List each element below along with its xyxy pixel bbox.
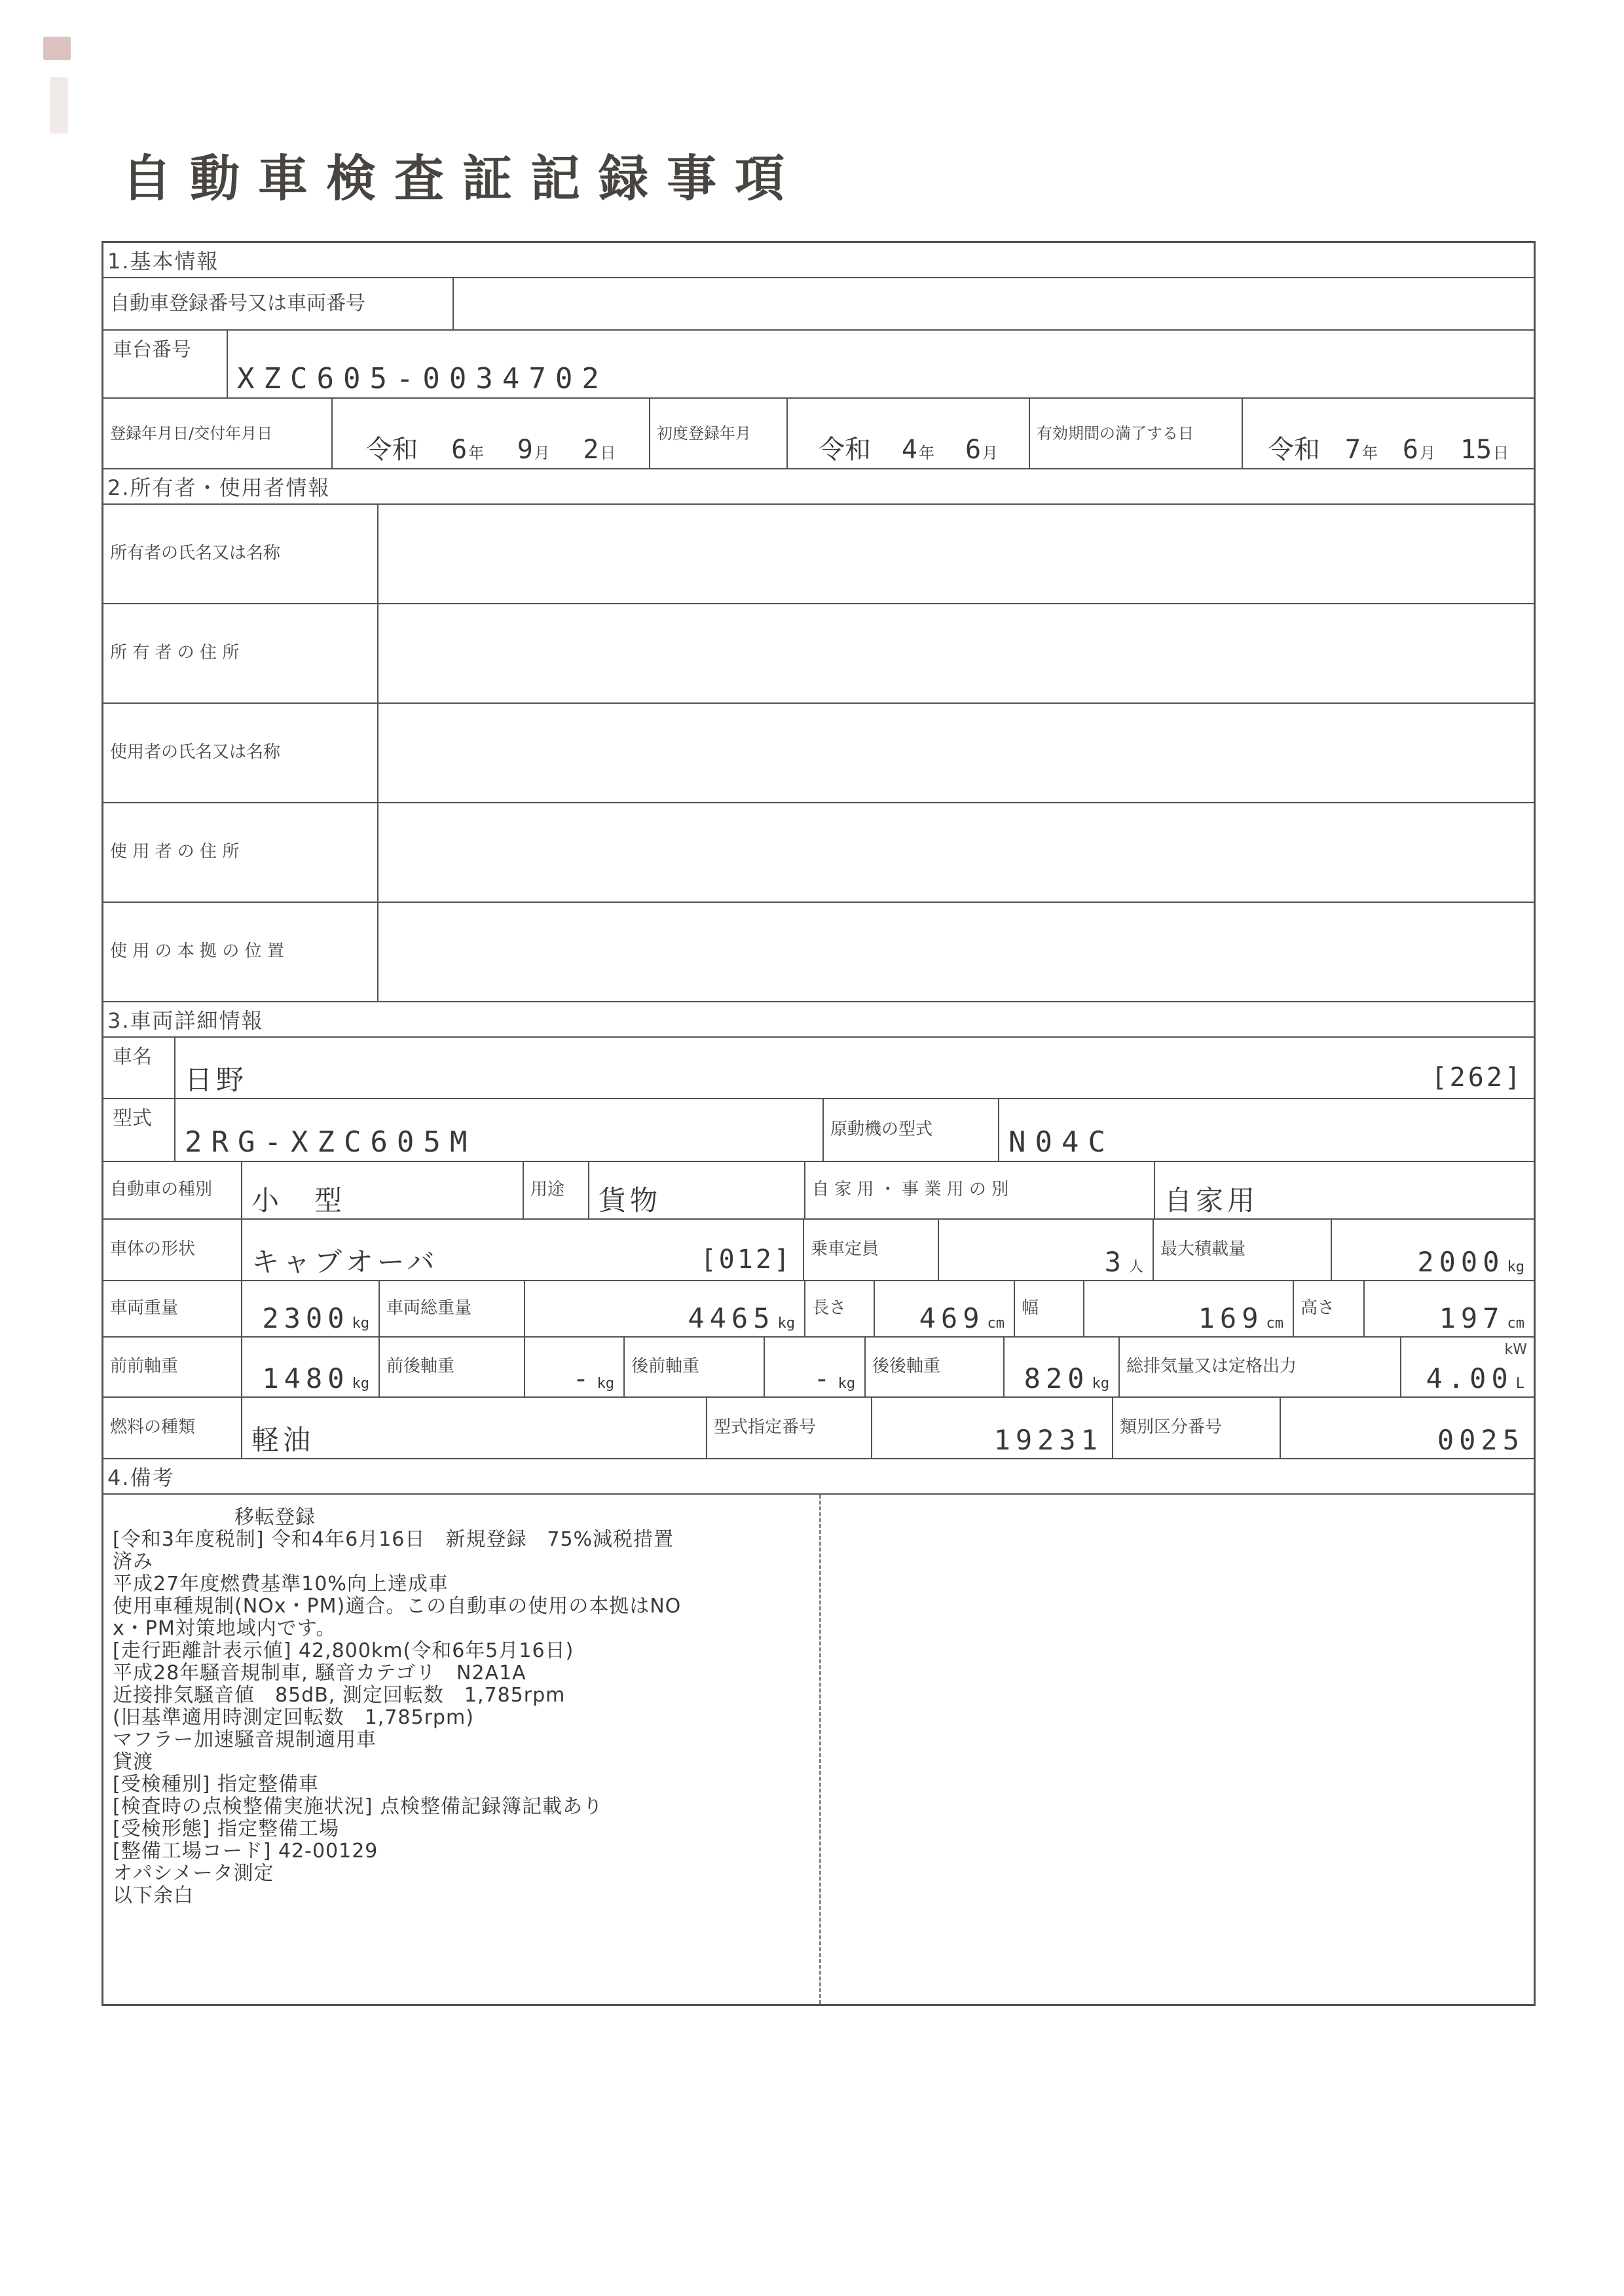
use-label: 用途: [530, 1180, 565, 1200]
remark-line: マフラー加速騒音規制適用車: [113, 1728, 377, 1751]
section-4-heading: 4.備考: [103, 1458, 1534, 1493]
owner-name-label: 所有者の氏名又は名称: [110, 543, 281, 564]
private-business-label: 自 家 用 ・ 事 業 用 の 別: [812, 1180, 1009, 1200]
height-value-cell: [1365, 1281, 1534, 1336]
body-shape-row: [103, 1218, 1534, 1280]
chassis-number-label: 車台番号: [113, 338, 191, 361]
max-load-label-cell: [1154, 1220, 1332, 1280]
engine-model-value-cell: [999, 1099, 1534, 1161]
use-label-cell: [524, 1162, 589, 1218]
fuel-value-cell: [242, 1398, 707, 1458]
axle-rf-value: - kg: [813, 1362, 855, 1394]
height-label: 高さ: [1301, 1298, 1335, 1319]
user-address-label-cell: [103, 803, 378, 902]
capacity-value: 3 人: [1104, 1246, 1143, 1278]
expiry-date-label: 有効期間の満了する日: [1037, 424, 1194, 443]
expiry-date-value-cell: [1243, 399, 1534, 468]
model-row: [103, 1098, 1534, 1161]
chassis-number-value: XZC605-0034702: [237, 362, 608, 395]
registration-date-value: [333, 437, 649, 463]
era: 令和: [818, 435, 871, 465]
remark-line: [受検種別] 指定整備車: [113, 1773, 319, 1796]
axle-ff-value: 1480 kg: [262, 1362, 369, 1394]
class-number-value-cell: [1281, 1398, 1534, 1458]
fuel-label-cell: [103, 1398, 242, 1458]
base-location-label: 使 用 の 本 拠 の 位 置: [110, 941, 284, 962]
type-approval-value: 19231: [993, 1424, 1103, 1456]
model-label: 型式: [113, 1107, 152, 1130]
height-value: 197 cm: [1439, 1302, 1524, 1334]
model-value: 2RG-XZC605M: [185, 1125, 477, 1159]
remark-line: 平成28年騒音規制車, 騒音カテゴリ N2A1A: [113, 1662, 526, 1685]
remark-line: [整備工場コード] 42-00129: [113, 1840, 378, 1863]
length-value: 469 cm: [919, 1302, 1005, 1334]
axle-rr-value-cell: [1005, 1338, 1120, 1396]
remarks-divider-dashed-line: [819, 1495, 821, 2004]
first-registration-value: [788, 437, 1029, 463]
car-name-value: 日野: [185, 1064, 248, 1096]
category-label-cell: [103, 1162, 242, 1218]
length-label-cell: [805, 1281, 875, 1336]
max-load-value: 2000 kg: [1417, 1246, 1524, 1278]
remark-line: [検査時の点検整備実施状況] 点検整備記録簿記載あり: [113, 1795, 603, 1818]
base-location-value-cell: [378, 903, 1534, 1001]
first-registration-label: 初度登録年月: [657, 424, 751, 443]
capacity-label-cell: [804, 1220, 939, 1280]
remark-line: 貸渡: [113, 1751, 153, 1774]
private-business-value-cell: [1155, 1162, 1534, 1218]
displacement-kw-unit: kW: [1504, 1341, 1527, 1358]
car-name-row: [103, 1036, 1534, 1098]
model-label-cell: [103, 1099, 175, 1161]
model-value-cell: [175, 1099, 824, 1161]
chassis-number-value-cell: [228, 331, 1534, 397]
gross-weight-value: 4465 kg: [688, 1302, 795, 1334]
first-registration-value-cell: [788, 399, 1030, 468]
axle-ff-label: 前前軸重: [110, 1357, 179, 1377]
displacement-value-cell: [1401, 1338, 1534, 1396]
year-group: 6年: [451, 435, 485, 465]
axle-rf-label: 後前軸重: [631, 1357, 700, 1377]
era: 令和: [365, 435, 418, 465]
inspection-record-table: [101, 241, 1536, 2006]
expiry-date-label-cell: [1030, 399, 1243, 468]
remark-line: 使用車種規制(NOx・PM)適合。この自動車の使用の本拠はNO: [113, 1595, 682, 1618]
type-approval-label-cell: [707, 1398, 872, 1458]
registration-date-label: 登録年月日/交付年月日: [110, 424, 273, 443]
engine-model-label: 原動機の型式: [830, 1120, 933, 1140]
fuel-value: 軽油: [251, 1424, 315, 1456]
era: 令和: [1267, 435, 1320, 465]
axle-rf-label-cell: [625, 1338, 765, 1396]
axle-rr-label-cell: [866, 1338, 1005, 1396]
remark-line: 移転登録: [113, 1506, 316, 1529]
owner-address-label-cell: [103, 604, 378, 702]
gross-weight-label: 車両総重量: [386, 1298, 472, 1319]
engine-model-label-cell: [824, 1099, 999, 1161]
remark-line: 近接排気騒音値 85dB, 測定回転数 1,785rpm: [113, 1684, 566, 1707]
category-row: [103, 1161, 1534, 1218]
owner-name-label-cell: [103, 505, 378, 603]
year-group: 4年: [901, 435, 934, 465]
remark-line: 平成27年度燃費基準10%向上達成車: [113, 1573, 449, 1595]
axle-weights-row: [103, 1336, 1534, 1396]
use-value: 貨物: [599, 1184, 662, 1216]
remark-line: x・PM対策地域内です。: [113, 1617, 337, 1640]
height-label-cell: [1294, 1281, 1365, 1336]
year-group: 7年: [1344, 435, 1378, 465]
engine-model-value: N04C: [1008, 1125, 1115, 1159]
car-name-label: 車名: [113, 1046, 152, 1068]
day-group: 2日: [583, 435, 616, 465]
axle-fr-label-cell: [380, 1338, 525, 1396]
remark-line: (旧基準適用時測定回転数 1,785rpm): [113, 1706, 474, 1729]
registration-date-label-cell: [103, 399, 333, 468]
owner-address-label: 所 有 者 の 住 所: [110, 643, 240, 663]
owner-address-row: [103, 603, 1534, 702]
vehicle-weight-label: 車両重量: [110, 1298, 179, 1319]
private-business-label-cell: [805, 1162, 1155, 1218]
displacement-label-cell: [1120, 1338, 1401, 1396]
displacement-value: 4.00 L: [1426, 1362, 1524, 1394]
use-value-cell: [589, 1162, 805, 1218]
month-group: 9月: [517, 435, 550, 465]
body-shape-label: 車体の形状: [110, 1239, 196, 1260]
body-shape-value: キャブオーバ: [251, 1246, 439, 1278]
dates-row: [103, 397, 1534, 468]
axle-fr-value-cell: [525, 1338, 625, 1396]
chassis-number-row: [103, 329, 1534, 397]
page-title: 自動車検査証記録事項: [122, 149, 803, 208]
vehicle-weight-value-cell: [242, 1281, 380, 1336]
base-location-label-cell: [103, 903, 378, 1001]
length-label: 長さ: [812, 1298, 847, 1319]
max-load-value-cell: [1332, 1220, 1534, 1280]
remark-line: 以下余白: [113, 1884, 194, 1907]
gross-weight-value-cell: [525, 1281, 805, 1336]
user-name-label: 使用者の氏名又は名称: [110, 742, 281, 763]
category-value: 小 型: [251, 1184, 346, 1216]
month-group: 6月: [965, 435, 999, 465]
displacement-label: 総排気量又は定格出力: [1126, 1357, 1297, 1377]
category-label: 自動車の種別: [110, 1180, 213, 1200]
owner-address-value-cell: [378, 604, 1534, 702]
registration-date-value-cell: [333, 399, 650, 468]
axle-rf-value-cell: [765, 1338, 866, 1396]
user-address-row: [103, 802, 1534, 902]
length-value-cell: [875, 1281, 1015, 1336]
width-label-cell: [1015, 1281, 1084, 1336]
class-number-label-cell: [1113, 1398, 1281, 1458]
axle-rr-label: 後後軸重: [872, 1357, 941, 1377]
first-registration-label-cell: [650, 399, 788, 468]
user-name-value-cell: [378, 704, 1534, 802]
chassis-number-label-cell: [103, 331, 228, 397]
remark-line: オパシメータ測定: [113, 1862, 274, 1885]
width-value-cell: [1084, 1281, 1294, 1336]
axle-fr-value: - kg: [572, 1362, 614, 1394]
section-1-heading: 1.基本情報: [107, 249, 219, 274]
remark-line: [受検形態] 指定整備工場: [113, 1817, 339, 1840]
weight-dimensions-row: [103, 1280, 1534, 1336]
registration-number-value-cell: [454, 278, 1534, 329]
car-name-value-cell: [175, 1038, 1534, 1098]
owner-name-value-cell: [378, 505, 1534, 603]
category-value-cell: [242, 1162, 524, 1218]
remarks-box: [103, 1493, 1534, 2004]
vehicle-weight-value: 2300 kg: [262, 1302, 369, 1334]
width-value: 169 cm: [1198, 1302, 1283, 1334]
axle-ff-label-cell: [103, 1338, 242, 1396]
user-address-label: 使 用 者 の 住 所: [110, 842, 240, 862]
gross-weight-label-cell: [380, 1281, 525, 1336]
user-address-value-cell: [378, 803, 1534, 902]
remark-line: 済み: [113, 1550, 153, 1573]
day-group: 15日: [1460, 435, 1509, 465]
capacity-label: 乗車定員: [811, 1239, 879, 1260]
car-name-label-cell: [103, 1038, 175, 1098]
owner-name-row: [103, 503, 1534, 603]
user-name-row: [103, 702, 1534, 802]
month-group: 6月: [1402, 435, 1435, 465]
max-load-label: 最大積載量: [1160, 1239, 1246, 1260]
axle-ff-value-cell: [242, 1338, 380, 1396]
capacity-value-cell: [939, 1220, 1154, 1280]
expiry-date-value: [1243, 437, 1534, 463]
private-business-value: 自家用: [1164, 1184, 1259, 1216]
width-label: 幅: [1022, 1298, 1039, 1319]
axle-fr-label: 前後軸重: [386, 1357, 455, 1377]
registration-number-label-cell: [103, 278, 454, 329]
fuel-row: [103, 1396, 1534, 1458]
axle-rr-value: 820 kg: [1024, 1362, 1109, 1394]
scan-artifact: [43, 37, 71, 60]
user-name-label-cell: [103, 704, 378, 802]
class-number-value: 0025: [1437, 1424, 1524, 1456]
remark-line: [令和3年度税制] 令和4年6月16日 新規登録 75%減税措置: [113, 1528, 674, 1551]
body-shape-code: [012]: [700, 1245, 792, 1275]
class-number-label: 類別区分番号: [1120, 1417, 1223, 1438]
fuel-label: 燃料の種類: [110, 1417, 196, 1438]
base-location-row: [103, 902, 1534, 1001]
scan-artifact: [50, 77, 68, 134]
remark-line: [走行距離計表示値] 42,800km(令和6年5月16日): [113, 1639, 574, 1662]
body-shape-value-cell: [242, 1220, 804, 1280]
car-name-code: [262]: [1431, 1063, 1523, 1093]
section-2-heading: 2.所有者・使用者情報: [103, 468, 1534, 503]
registration-number-row: [103, 277, 1534, 329]
section-3-heading: 3.車両詳細情報: [103, 1001, 1534, 1036]
vehicle-weight-label-cell: [103, 1281, 242, 1336]
body-shape-label-cell: [103, 1220, 242, 1280]
type-approval-label: 型式指定番号: [714, 1417, 817, 1438]
registration-number-label: 自動車登録番号又は車両番号: [110, 292, 365, 315]
type-approval-value-cell: [872, 1398, 1113, 1458]
